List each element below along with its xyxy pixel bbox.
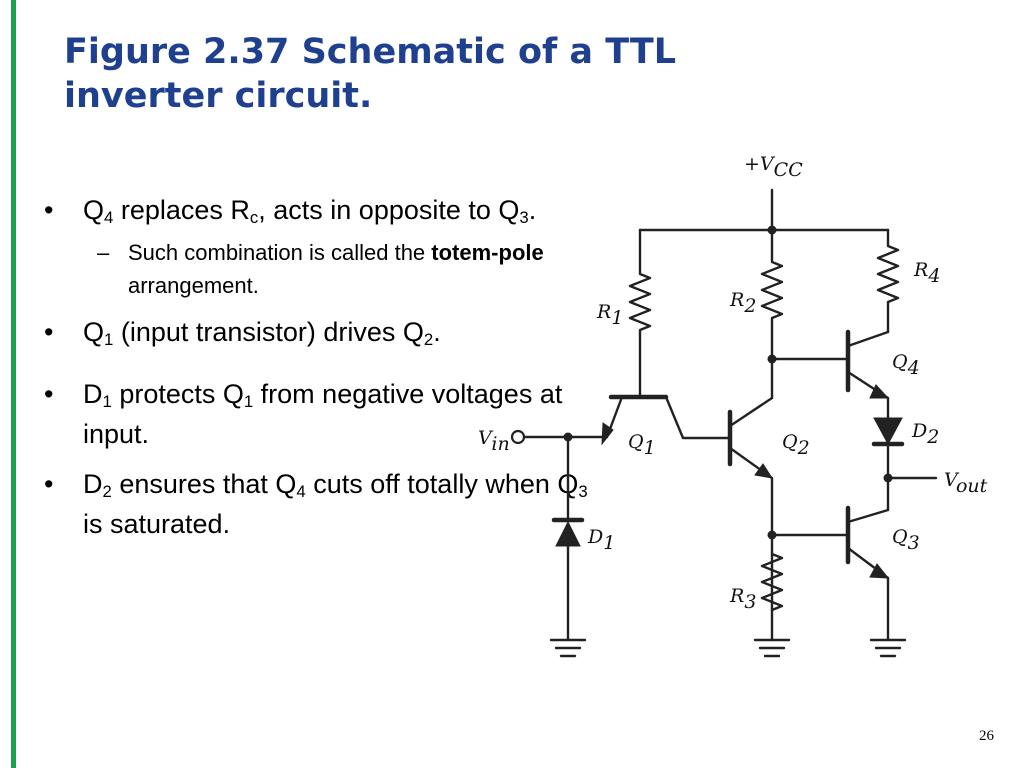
emphasis-text: totem-pole bbox=[431, 240, 544, 265]
bullet-text: ensures that Q bbox=[111, 469, 297, 499]
label-r2: R2 bbox=[730, 289, 757, 317]
diode-d1 bbox=[556, 522, 580, 546]
vcc-label: +VCC bbox=[744, 153, 803, 181]
bullet-text: Such combination is called the bbox=[128, 240, 432, 265]
resistor-r4 bbox=[878, 230, 898, 332]
bullet-text: D bbox=[83, 379, 103, 409]
label-r1: R1 bbox=[597, 301, 624, 329]
junction-node bbox=[884, 474, 893, 483]
bullet-text: arrangement. bbox=[128, 273, 259, 298]
transistor-q2-emitter-arrow bbox=[755, 464, 772, 478]
bullet-text: is saturated. bbox=[83, 509, 231, 539]
label-r4: R4 bbox=[914, 259, 941, 287]
bullet-text: , acts in opposite to Q bbox=[258, 195, 520, 225]
vin-label: Vin bbox=[478, 427, 510, 455]
label-q3: Q3 bbox=[892, 526, 920, 554]
bullet-text: from negative voltages at input. bbox=[83, 379, 563, 449]
subscript: 4 bbox=[296, 482, 306, 502]
bullet-text: Q bbox=[83, 195, 105, 225]
sub-bullet-marker: – bbox=[97, 240, 110, 265]
bullet-text: cuts off totally when Q bbox=[305, 469, 579, 499]
bullet-marker: • bbox=[44, 195, 54, 225]
label-r3: R3 bbox=[730, 585, 757, 613]
subscript: 3 bbox=[519, 208, 529, 228]
output-wire bbox=[888, 444, 936, 510]
bullet-text: replaces R bbox=[113, 195, 250, 225]
bullet-text: protects Q bbox=[111, 379, 244, 409]
diode-d2 bbox=[874, 418, 902, 444]
transistor-q4-leads bbox=[772, 332, 888, 418]
vout-label: Vout bbox=[944, 469, 988, 497]
bullet-text: . bbox=[433, 317, 441, 347]
page-number: 26 bbox=[979, 728, 994, 744]
bullet-text: Q bbox=[83, 317, 105, 347]
ground-symbol bbox=[871, 640, 905, 656]
transistor-q1-leads bbox=[607, 397, 730, 438]
subscript: 3 bbox=[578, 482, 588, 502]
bullet-marker: • bbox=[44, 469, 54, 499]
resistor-r2 bbox=[762, 230, 782, 398]
bullet-text: (input transistor) drives Q bbox=[113, 317, 424, 347]
subscript: c bbox=[249, 208, 259, 228]
subscript: 4 bbox=[104, 208, 114, 228]
bullet-text: D bbox=[83, 469, 103, 499]
label-q4: Q4 bbox=[892, 351, 920, 379]
title-line-1: Figure 2.37 Schematic of a TTL bbox=[64, 32, 677, 72]
label-q2: Q2 bbox=[782, 431, 810, 459]
resistor-r1 bbox=[630, 230, 650, 395]
subscript: 1 bbox=[102, 392, 112, 412]
label-d1: D1 bbox=[588, 526, 616, 554]
ground-symbol bbox=[755, 640, 789, 656]
ground-symbol bbox=[551, 640, 585, 656]
bullet-marker: • bbox=[44, 317, 54, 347]
label-d2: D2 bbox=[912, 420, 940, 448]
subscript: 2 bbox=[423, 330, 434, 350]
subscript: 1 bbox=[243, 392, 254, 412]
title-line-2: inverter circuit. bbox=[64, 76, 373, 116]
bullet-marker: • bbox=[44, 379, 54, 409]
vin-terminal bbox=[512, 431, 524, 443]
vcc-rail-wire bbox=[640, 190, 888, 230]
subscript: 1 bbox=[104, 330, 114, 350]
bullet-text: . bbox=[528, 195, 537, 225]
label-q1: Q1 bbox=[628, 431, 656, 459]
subscript: 2 bbox=[102, 482, 112, 502]
